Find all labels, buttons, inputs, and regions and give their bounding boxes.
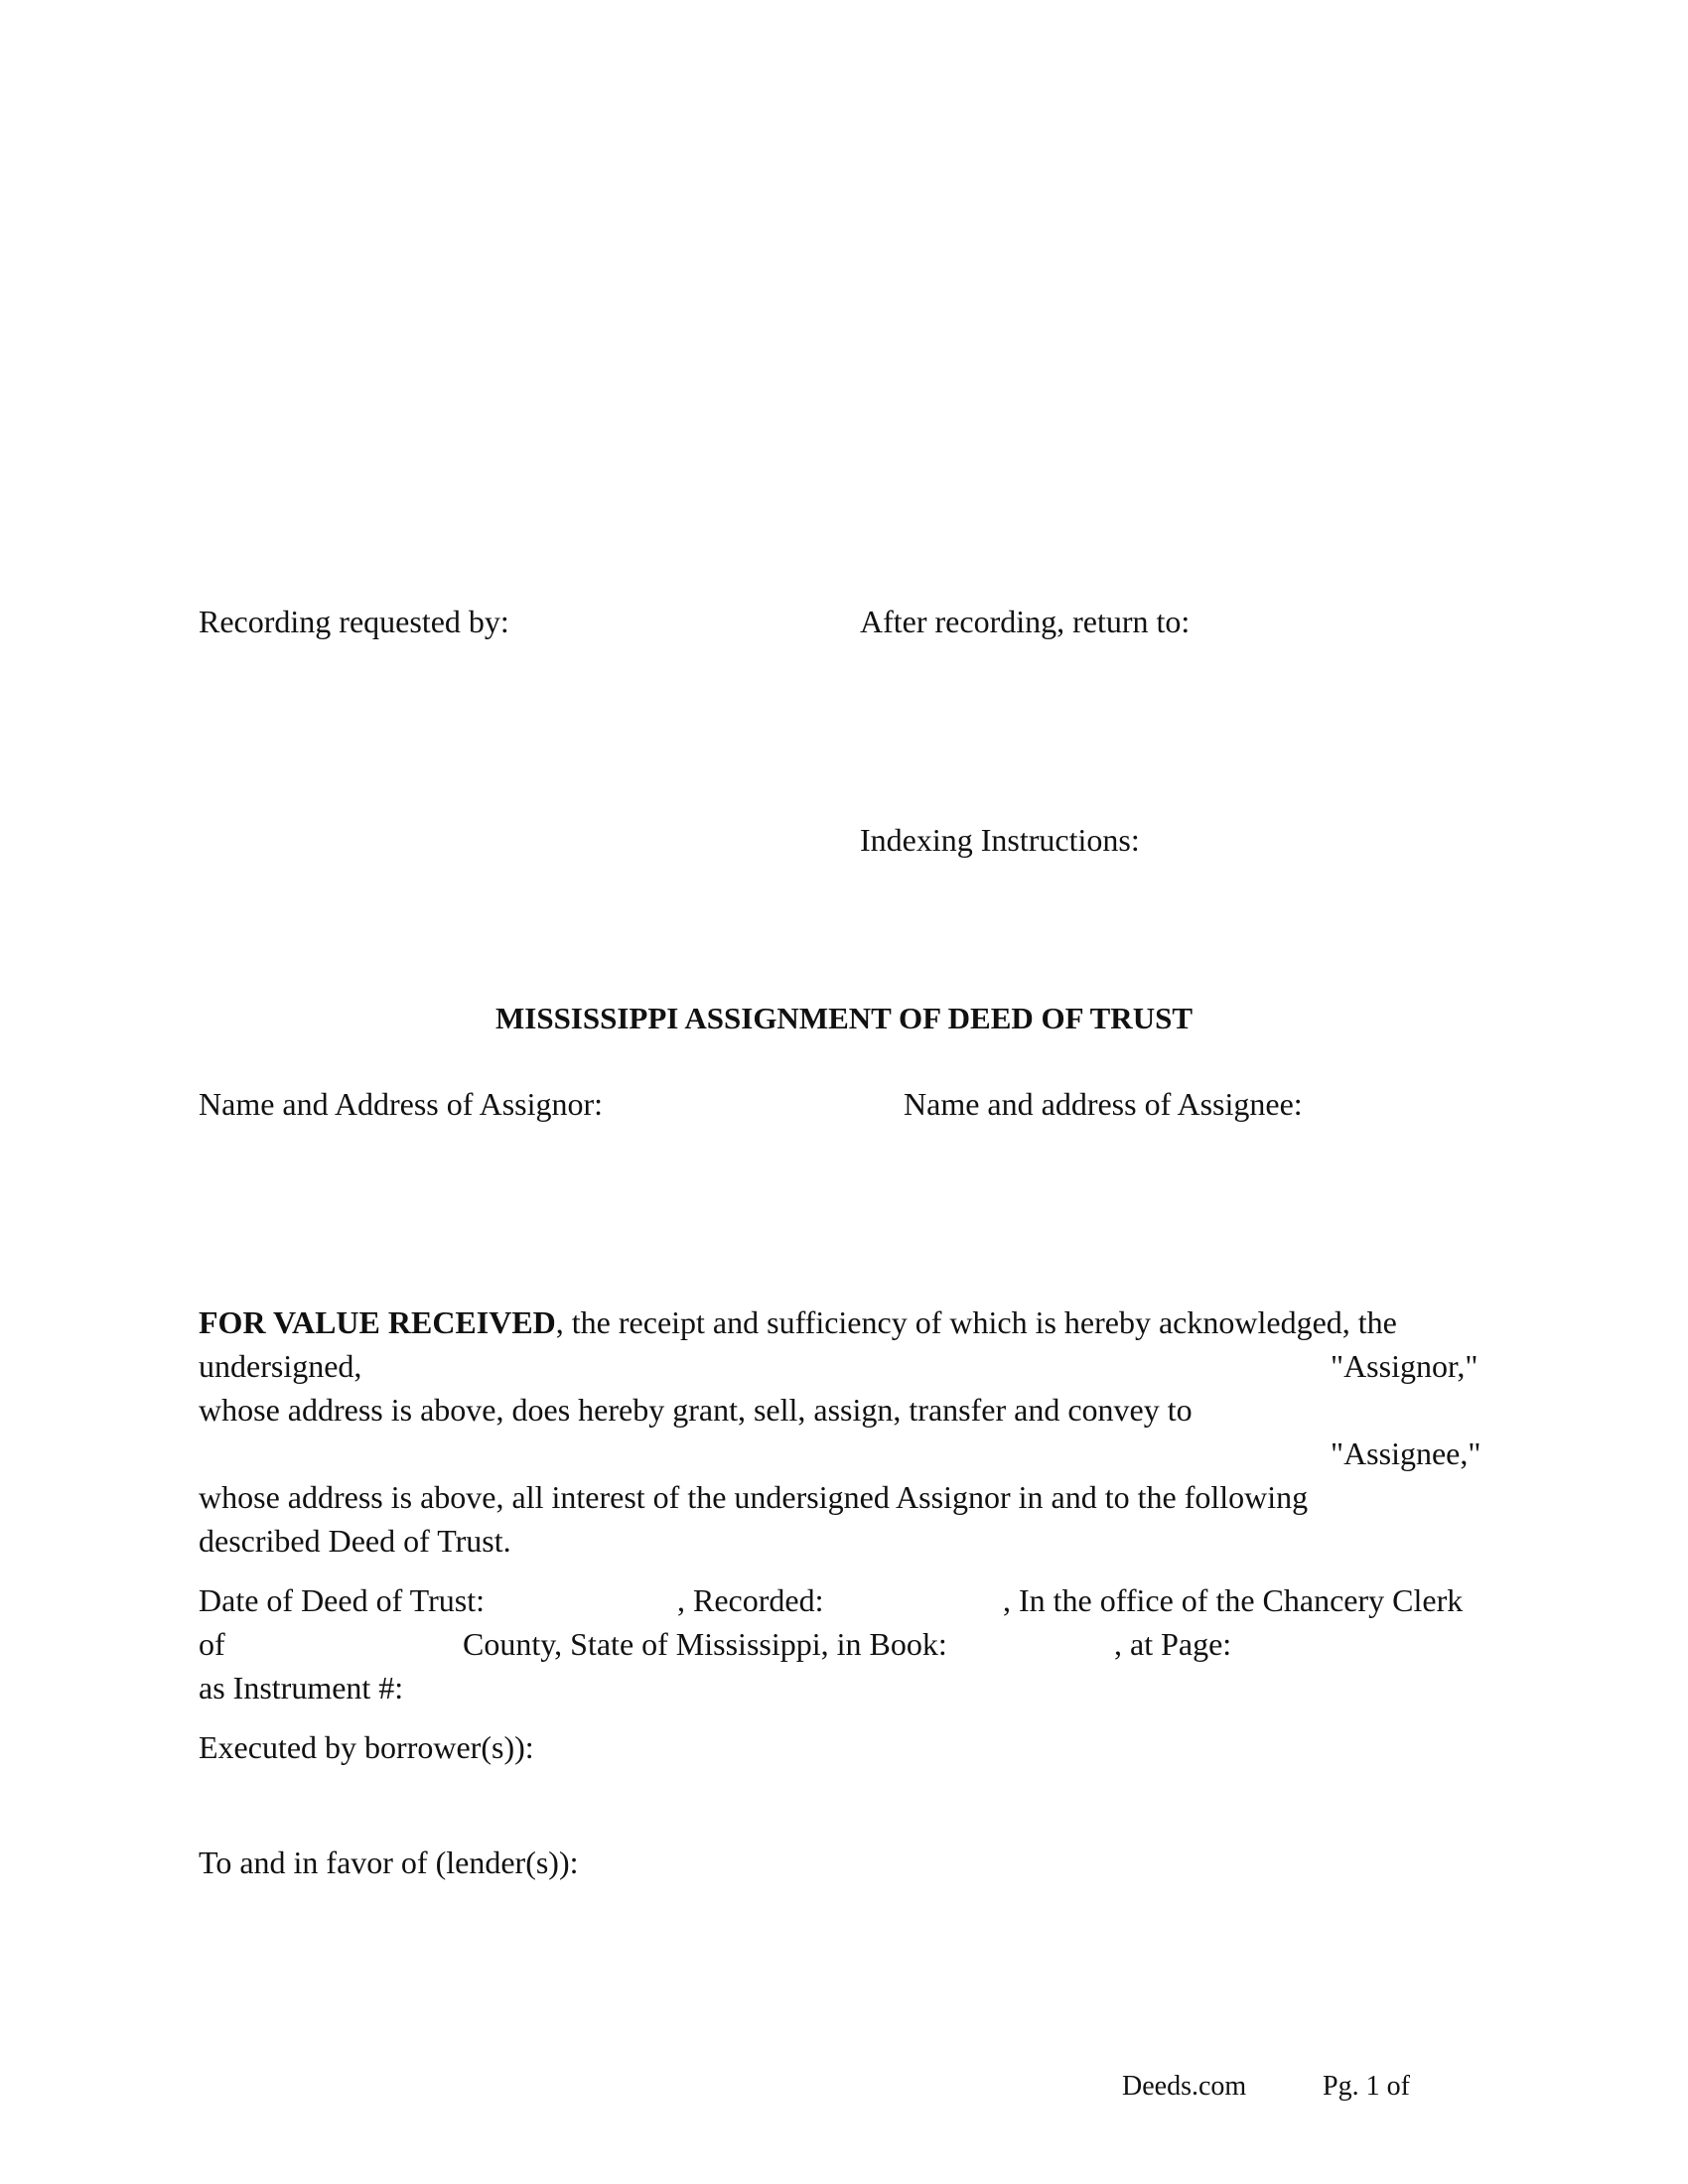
described-deed-line: described Deed of Trust. [199,1523,511,1559]
of-label: of [199,1626,225,1662]
footer-page-number: Pg. 1 of [1323,2071,1410,2102]
recorded-label: , Recorded: [677,1582,824,1618]
at-page-label: , at Page: [1114,1626,1232,1662]
recording-requested-by-label: Recording requested by: [199,604,509,639]
value-received-rest: , the receipt and sufficiency of which is hereby acknowledged, the [555,1304,1397,1340]
interest-line: whose address is above, all interest of the undersigned Assignor in and to the following [199,1479,1309,1515]
assignor-label: Name and Address of Assignor: [199,1086,604,1122]
executed-by-borrowers-label: Executed by borrower(s)): [199,1729,534,1765]
instrument-number-label: as Instrument #: [199,1670,404,1706]
document-title: MISSISSIPPI ASSIGNMENT OF DEED OF TRUST [495,1001,1193,1035]
assignee-quote: "Assignee," [1331,1435,1481,1471]
undersigned-label: undersigned, [199,1348,362,1384]
assignee-label: Name and address of Assignee: [904,1086,1303,1122]
convey-line: whose address is above, does hereby grant, sell, assign, transfer and convey to [199,1392,1193,1428]
chancery-clerk-label: , In the office of the Chancery Clerk [1003,1582,1464,1618]
indexing-instructions-label: Indexing Instructions: [860,822,1140,858]
value-received-line [199,1306,1397,1338]
after-recording-return-to-label: After recording, return to: [860,604,1191,639]
assignor-quote: "Assignor," [1331,1348,1478,1384]
in-favor-of-lenders-label: To and in favor of (lender(s)): [199,1844,579,1880]
value-received-bold: FOR VALUE RECEIVED [199,1304,556,1340]
date-of-deed-label: Date of Deed of Trust: [199,1582,485,1618]
county-book-label: County, State of Mississippi, in Book: [463,1626,947,1662]
footer-site: Deeds.com [1122,2071,1247,2102]
